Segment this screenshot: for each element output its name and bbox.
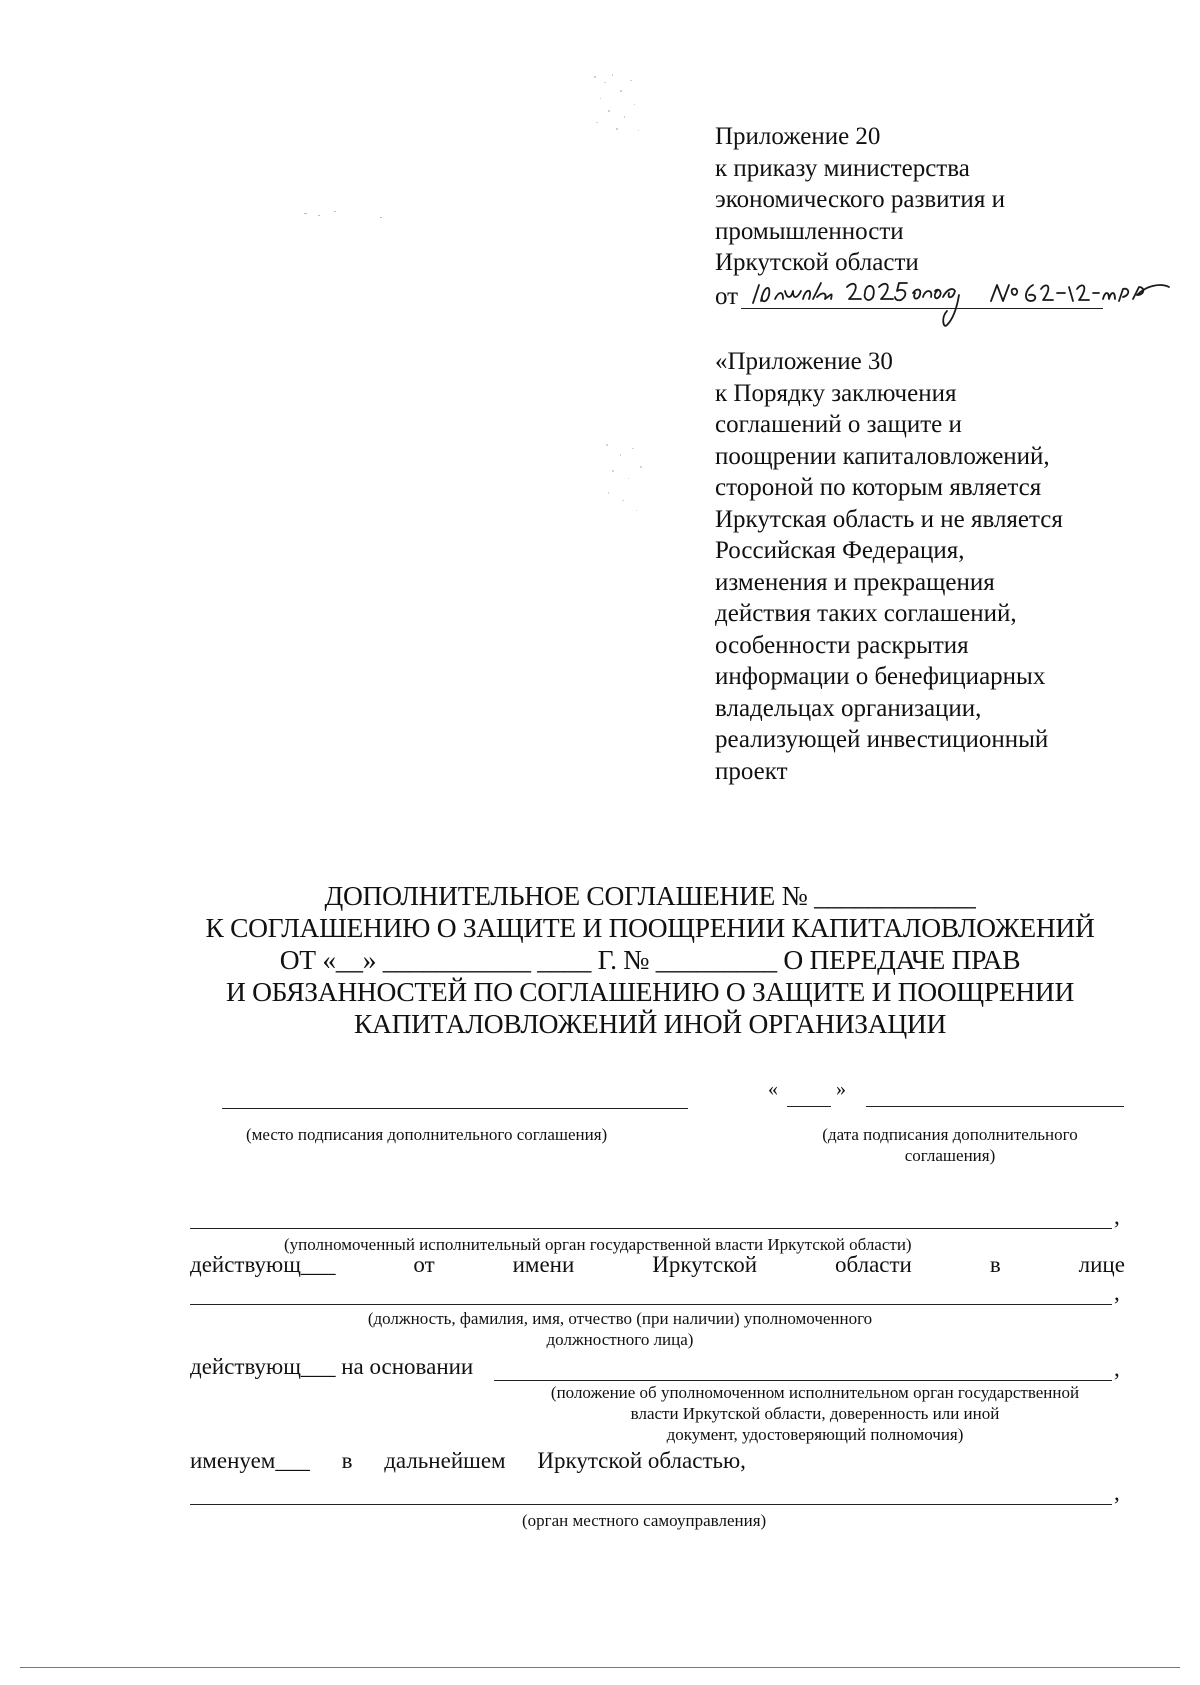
date-caption-line: (дата подписания дополнительного (822, 1125, 1078, 1144)
signing-month-year-field[interactable] (866, 1106, 1124, 1107)
basis-caption-line: (положение об уполномоченном исполнительном орган государственной (550, 1383, 1080, 1402)
acting-basis-label: действующ___ на основании (190, 1354, 474, 1379)
date-open-quote: « (768, 1078, 778, 1100)
row1-word: действующ___ (190, 1252, 336, 1277)
title-line: К СОГЛАШЕНИЮ О ЗАЩИТЕ И ПООЩРЕНИИ КАПИТАЛОВЛОЖЕНИЙ (205, 912, 1095, 943)
order-prefix: от (715, 282, 739, 310)
scan-noise-mid (600, 440, 650, 520)
comma: , (1114, 1280, 1120, 1305)
official-caption (300, 1308, 940, 1350)
official-caption-line: (должность, фамилия, имя, отчество (при наличии) уполномоченного (367, 1309, 873, 1328)
title-line: ДОПОЛНИТЕЛЬНОЕ СОГЛАШЕНИЕ № ____________ (324, 880, 976, 911)
row1-word: Иркутской (652, 1252, 758, 1277)
signing-place-caption: (место подписания дополнительного соглашения) (246, 1125, 608, 1144)
basis-caption (500, 1382, 1130, 1445)
page-bottom-edge (20, 1667, 1180, 1668)
appendix-20-line: экономического развития и (715, 186, 1005, 213)
acting-row-1 (190, 1252, 1125, 1278)
appendix-30-line: реализующей инвестиционный (715, 726, 1049, 753)
hereinafter-row (190, 1448, 746, 1474)
title-line: ОТ «__» ___________ ____ Г. № _________ О ПЕРЕДАЧЕ ПРАВ (279, 944, 1021, 975)
date-close-quote: » (836, 1078, 846, 1100)
appendix-30-line: «Приложение 30 (715, 348, 893, 375)
appendix-20-line: Иркутской области (715, 249, 919, 276)
appendix-30-line: действия таких соглашений, (715, 600, 1017, 627)
appendix-20-line: промышленности (715, 217, 904, 245)
appendix-20-block (715, 121, 1145, 315)
row1-word: в (989, 1252, 1001, 1277)
appendix-30-line: информации о бенефициарных (715, 663, 1046, 690)
row3-word: дальнейшем (384, 1448, 506, 1473)
authority-field[interactable] (190, 1228, 1112, 1229)
row1-word: лице (1078, 1252, 1125, 1277)
document-title (160, 880, 1140, 1040)
row3-word: Иркутской областью, (537, 1448, 746, 1473)
authority-caption: (уполномоченный исполнительный орган государственной власти Иркутской области) (284, 1235, 912, 1254)
official-field[interactable] (190, 1304, 1112, 1305)
signing-place-field[interactable] (222, 1108, 688, 1109)
appendix-30-line: особенности раскрытия (715, 631, 969, 659)
appendix-30-line: Иркутская область и не является (715, 505, 1063, 533)
basis-caption-line: документ, удостоверяющий полномочия) (666, 1425, 964, 1444)
row3-word: в (341, 1448, 353, 1473)
local-government-caption: (орган местного самоуправления) (522, 1511, 767, 1530)
order-date-line (715, 279, 1145, 315)
appendix-20-line: к приказу министерства (715, 154, 970, 182)
appendix-30-line: проект (715, 757, 788, 785)
row1-word: от (413, 1252, 435, 1277)
date-caption-line: соглашения) (904, 1146, 996, 1165)
row1-word: области (834, 1252, 912, 1277)
appendix-30-line: стороной по которым является (715, 474, 1042, 501)
appendix-30-block (715, 346, 1145, 787)
appendix-30-line: изменения и прекращения (715, 568, 995, 596)
appendix-30-line: поощрении капиталовложений, (715, 442, 1050, 470)
comma: , (1114, 1480, 1120, 1505)
basis-field[interactable] (494, 1380, 1112, 1381)
official-caption-line: должностного лица) (546, 1330, 694, 1349)
appendix-30-line: к Порядку заключения (715, 379, 957, 407)
title-line: И ОБЯЗАННОСТЕЙ ПО СОГЛАШЕНИЮ О ЗАЩИТЕ И ПООЩРЕНИИ (225, 976, 1075, 1007)
local-government-field[interactable] (190, 1504, 1112, 1505)
comma: , (1114, 1356, 1120, 1381)
handwritten-date-number (747, 273, 1177, 333)
signing-date-caption (770, 1124, 1130, 1166)
appendix-30-line: Российская Федерация, (715, 537, 965, 564)
appendix-30-line: соглашений о защите и (715, 411, 962, 438)
title-line: КАПИТАЛОВЛОЖЕНИЙ ИНОЙ ОРГАНИЗАЦИИ (354, 1008, 946, 1039)
row1-word: имени (512, 1252, 575, 1277)
row3-word: именуем___ (190, 1448, 310, 1473)
appendix-20-line: Приложение 20 (715, 123, 881, 150)
scan-noise-top (590, 70, 650, 140)
comma: , (1114, 1204, 1120, 1229)
signing-day-field[interactable] (787, 1106, 831, 1107)
basis-caption-line: власти Иркутской области, доверенность или иной (630, 1404, 1000, 1423)
appendix-30-line: владельцах организации, (715, 694, 982, 722)
scan-noise-left (300, 205, 400, 225)
